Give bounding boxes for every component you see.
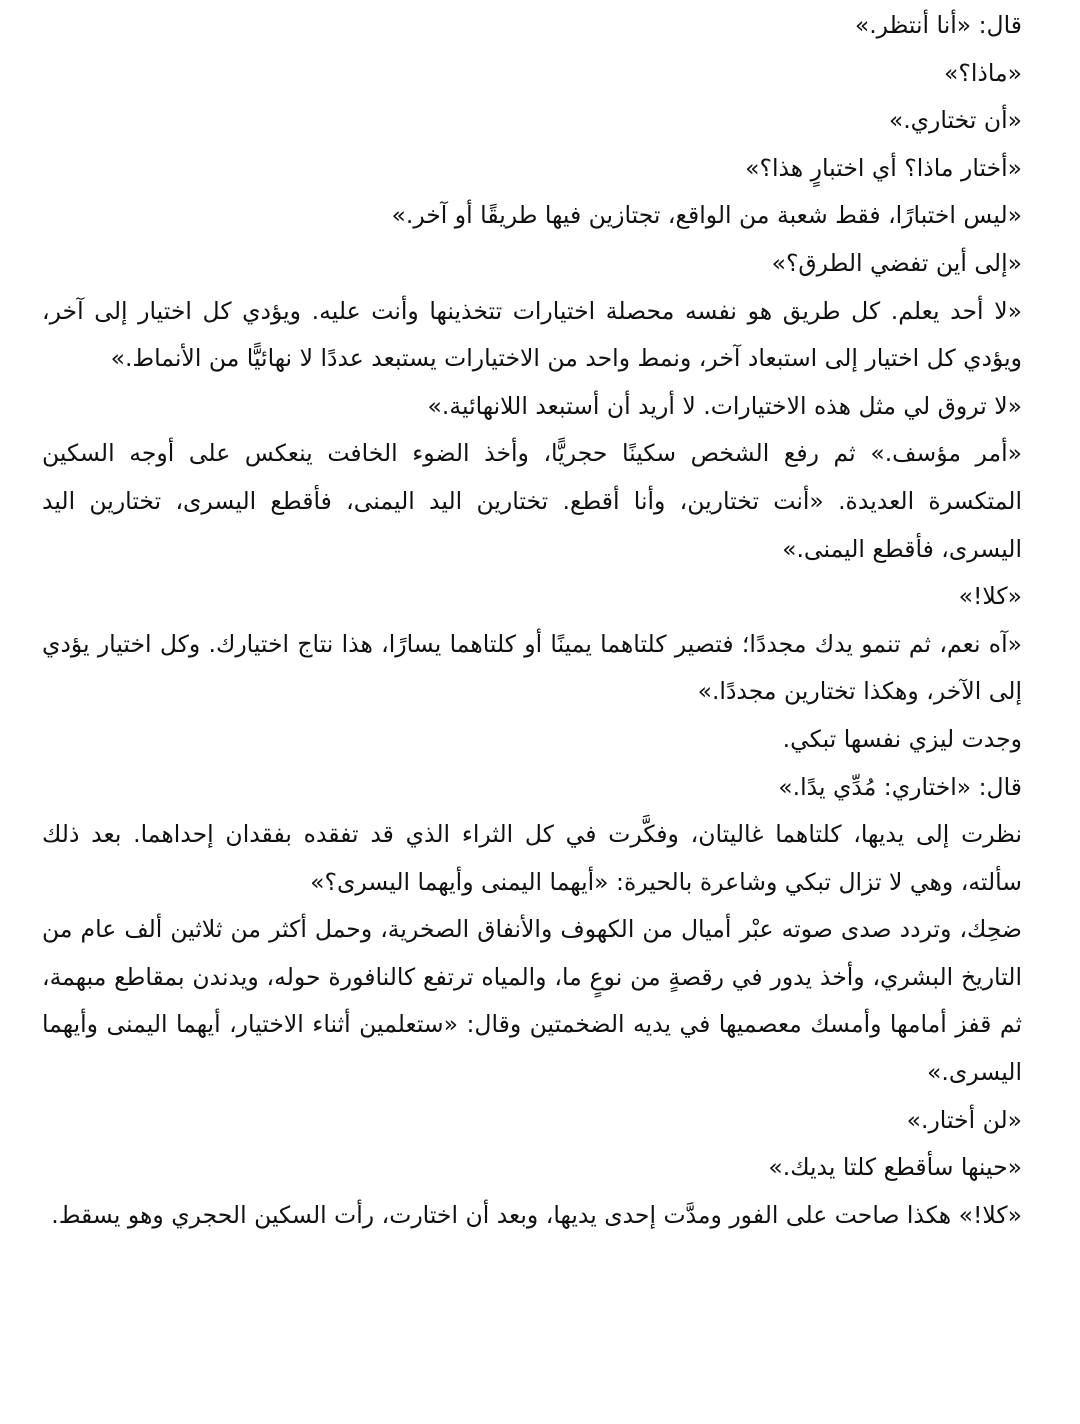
paragraph-4: «أختار ماذا؟ أي اختبارٍ هذا؟» [745, 153, 1022, 182]
paragraph-16: «لن أختار.» [906, 1105, 1022, 1134]
paragraph-1: قال: «أنا أنتظر.» [854, 11, 1022, 39]
document-page [42, 2, 1022, 1239]
paragraph-7: «لا أحد يعلم. كل طريق هو نفسه محصلة اختيارات تتخذينها وأنت عليه. ويؤدي كل اختيار إلى آخر، ويؤدي كل اختيار إلى استبعاد آخر، ونمط واحد من الاختيارات يستبعد عددًا لا نهائيًّا من الأنماط.» [42, 296, 1022, 373]
paragraph-17: «حينها سأقطع كلتا يديك.» [768, 1153, 1022, 1182]
paragraph-13: قال: «اختاري: مُدِّي يدًا.» [778, 772, 1022, 801]
paragraph-2: «ماذا؟» [944, 58, 1022, 87]
paragraph-18: «كلا!» هكذا صاحت على الفور ومدَّت إحدى يديها، وبعد أن اختارت، رأت السكين الحجري وهو يسقط. [51, 1200, 1022, 1229]
paragraph-5: «ليس اختبارًا، فقط شعبة من الواقع، تجتازين فيها طريقًا أو آخر.» [391, 201, 1022, 230]
paragraph-14: نظرت إلى يديها، كلتاهما غاليتان، وفكَّرت في كل الثراء الذي قد تفقده بفقدان إحداهما. بعد ذلك سألته، وهي لا تزال تبكي وشاعرة بالحيرة: «أيهما اليمنى وأيهما اليسرى؟» [42, 820, 1022, 896]
paragraph-6: «إلى أين تفضي الطرق؟» [771, 248, 1022, 277]
paragraph-15: ضحِك، وتردد صدى صوته عبْر أميال من الكهوف والأنفاق الصخرية، وحمل أكثر من ثلاثين ألف عام من التاريخ البشري، وأخذ يدور في رقصةٍ من نوعٍ ما، والمياه ترتفع كالنافورة حوله، ويدندن بمقاطع مبهمة، ثم قفز أمامها وأمسك معصميها في يديه الضخمتين وقال: «ستعلمين أثناء الاختيار، أيهما اليمنى وأيهما اليسرى.» [42, 915, 1022, 1087]
paragraph-8: «لا تروق لي مثل هذه الاختيارات. لا أريد أن أستبعد اللانهائية.» [427, 391, 1022, 420]
paragraph-11: «آه نعم، ثم تنمو يدك مجددًا؛ فتصير كلتاهما يمينًا أو كلتاهما يسارًا، هذا نتاج اختيارك. وكل اختيار يؤدي إلى الآخر، وهكذا تختارين مجددًا.» [42, 629, 1022, 706]
paragraph-10: «كلا!» [958, 582, 1022, 611]
paragraph-3: «أن تختاري.» [888, 106, 1022, 135]
paragraph-12: وجدت ليزي نفسها تبكي. [782, 724, 1022, 753]
paragraph-9: «أمر مؤسف.» ثم رفع الشخص سكينًا حجريًّا، وأخذ الضوء الخافت ينعكس على أوجه السكين المتكسرة العديدة. «أنت تختارين، وأنا أقطع. تختارين اليد اليمنى، فأقطع اليسرى، تختارين اليد اليسرى، فأقطع اليمنى.» [42, 439, 1022, 563]
